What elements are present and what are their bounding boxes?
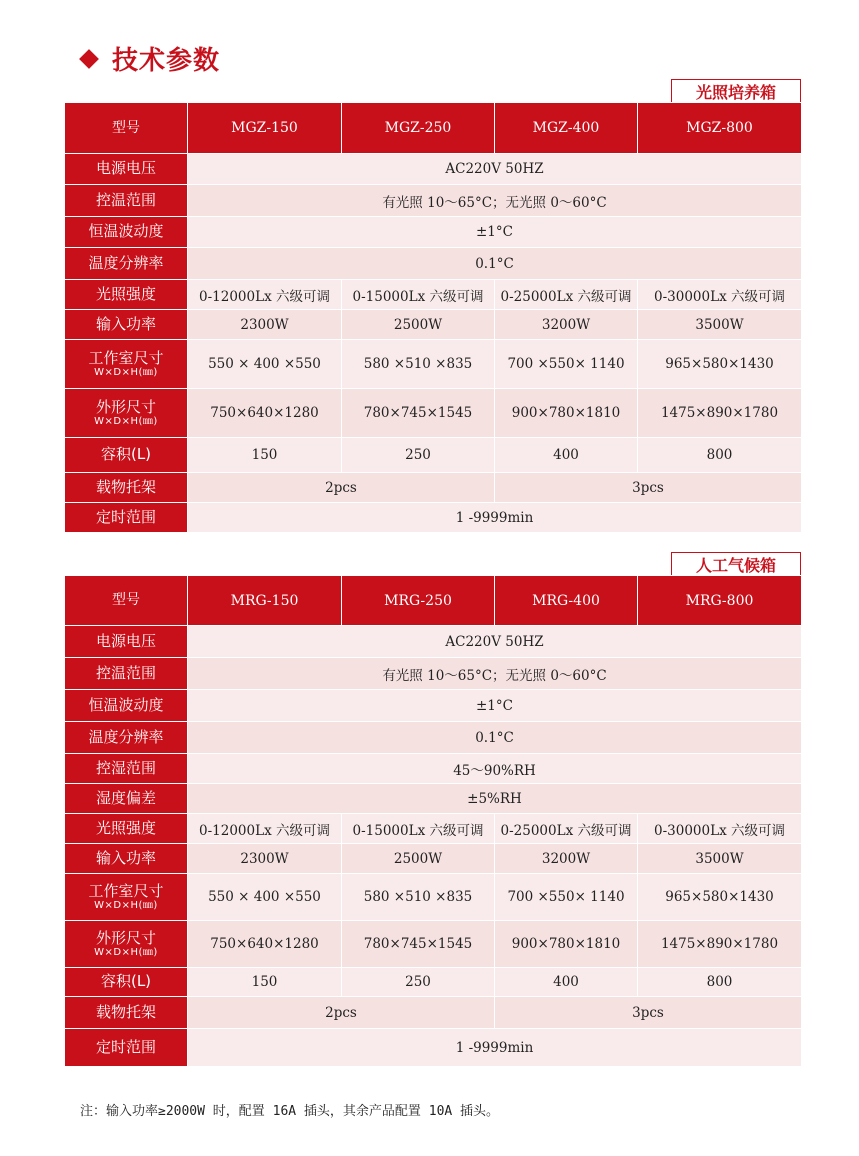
row-label: 定时范围 bbox=[65, 503, 188, 533]
table-row bbox=[65, 921, 802, 968]
table-row bbox=[65, 310, 802, 340]
value-cell: 150 bbox=[188, 968, 342, 997]
value-cell: AC220V 50HZ bbox=[188, 154, 802, 185]
value-cell: 750×640×1280 bbox=[188, 921, 342, 968]
value-cell: 3200W bbox=[495, 844, 638, 874]
value-cell: 0.1°C bbox=[188, 248, 802, 280]
table-row bbox=[65, 754, 802, 784]
model-cell: MGZ-150 bbox=[188, 103, 342, 154]
value-cell: 550 × 400 ×550 bbox=[188, 874, 342, 921]
value-cell: 2300W bbox=[188, 844, 342, 874]
value-cell: 700 ×550× 1140 bbox=[495, 340, 638, 389]
model-cell: MGZ-800 bbox=[638, 103, 802, 154]
row-label: 输入功率 bbox=[65, 310, 188, 340]
value-cell: 有光照 10～65°C；无光照 0～60°C bbox=[188, 658, 802, 690]
table-header-row bbox=[65, 576, 802, 626]
model-cell: MRG-250 bbox=[342, 576, 495, 626]
value-cell: 965×580×1430 bbox=[638, 874, 802, 921]
table-row bbox=[65, 874, 802, 921]
row-label: 型号 bbox=[65, 576, 188, 626]
spec-table bbox=[64, 102, 802, 533]
row-label: 载物托架 bbox=[65, 473, 188, 503]
section-badge: 光照培养箱 bbox=[671, 79, 801, 102]
row-label bbox=[65, 389, 188, 438]
value-cell: 0-12000Lx 六级可调 bbox=[188, 280, 342, 310]
value-cell: ±1°C bbox=[188, 217, 802, 248]
table-row bbox=[65, 784, 802, 814]
row-label: 湿度偏差 bbox=[65, 784, 188, 814]
table-row bbox=[65, 340, 802, 389]
value-cell: 780×745×1545 bbox=[342, 389, 495, 438]
table-row bbox=[65, 503, 802, 533]
row-label: 载物托架 bbox=[65, 997, 188, 1029]
table-row bbox=[65, 248, 802, 280]
value-cell: 0-30000Lx 六级可调 bbox=[638, 280, 802, 310]
value-cell: 2pcs bbox=[188, 997, 495, 1029]
value-cell: 0-15000Lx 六级可调 bbox=[342, 814, 495, 844]
table-row bbox=[65, 626, 802, 658]
value-cell: 0-25000Lx 六级可调 bbox=[495, 280, 638, 310]
row-label-main: 工作室尺寸 bbox=[88, 348, 164, 367]
value-cell: 1 -9999min bbox=[188, 503, 802, 533]
value-cell: ±5%RH bbox=[188, 784, 802, 814]
value-cell: 0-15000Lx 六级可调 bbox=[342, 280, 495, 310]
row-label: 恒温波动度 bbox=[65, 217, 188, 248]
row-label: 电源电压 bbox=[65, 626, 188, 658]
value-cell: 3500W bbox=[638, 844, 802, 874]
value-cell: 250 bbox=[342, 438, 495, 473]
value-cell: 900×780×1810 bbox=[495, 389, 638, 438]
table-row bbox=[65, 185, 802, 217]
value-cell: 3500W bbox=[638, 310, 802, 340]
page-title bbox=[82, 40, 220, 77]
table-row bbox=[65, 154, 802, 185]
value-cell: AC220V 50HZ bbox=[188, 626, 802, 658]
model-cell: MRG-800 bbox=[638, 576, 802, 626]
row-label: 光照强度 bbox=[65, 280, 188, 310]
row-label-main: 外形尺寸 bbox=[95, 928, 156, 947]
value-cell: 1 -9999min bbox=[188, 1029, 802, 1067]
row-label-main: 外形尺寸 bbox=[95, 397, 156, 416]
value-cell: 3pcs bbox=[495, 473, 802, 503]
page-title-text: 技术参数 bbox=[112, 46, 221, 76]
value-cell: 45～90%RH bbox=[188, 754, 802, 784]
row-label: 温度分辨率 bbox=[65, 722, 188, 754]
diamond-bullet-icon bbox=[79, 49, 99, 69]
row-label: 恒温波动度 bbox=[65, 690, 188, 722]
row-label-unit: W×D×H(㎜) bbox=[94, 899, 158, 911]
value-cell: 有光照 10～65°C；无光照 0～60°C bbox=[188, 185, 802, 217]
value-cell: 3200W bbox=[495, 310, 638, 340]
table-row bbox=[65, 658, 802, 690]
row-label: 温度分辨率 bbox=[65, 248, 188, 280]
table-row bbox=[65, 280, 802, 310]
row-label-unit: W×D×H(㎜) bbox=[94, 366, 158, 378]
table-row bbox=[65, 844, 802, 874]
row-label-main: 工作室尺寸 bbox=[88, 881, 164, 900]
table-row bbox=[65, 997, 802, 1029]
value-cell: 400 bbox=[495, 968, 638, 997]
value-cell: 700 ×550× 1140 bbox=[495, 874, 638, 921]
value-cell: 1475×890×1780 bbox=[638, 389, 802, 438]
value-cell: 0-12000Lx 六级可调 bbox=[188, 814, 342, 844]
value-cell: 580 ×510 ×835 bbox=[342, 340, 495, 389]
value-cell: 400 bbox=[495, 438, 638, 473]
model-cell: MRG-400 bbox=[495, 576, 638, 626]
model-cell: MRG-150 bbox=[188, 576, 342, 626]
row-label: 控温范围 bbox=[65, 185, 188, 217]
value-cell: 800 bbox=[638, 968, 802, 997]
value-cell: 2500W bbox=[342, 310, 495, 340]
value-cell: 2500W bbox=[342, 844, 495, 874]
row-label: 型号 bbox=[65, 103, 188, 154]
spec-section-climate-chamber bbox=[64, 552, 801, 1070]
value-cell: 0.1°C bbox=[188, 722, 802, 754]
value-cell: 2300W bbox=[188, 310, 342, 340]
row-label bbox=[65, 874, 188, 921]
value-cell: 2pcs bbox=[188, 473, 495, 503]
table-row bbox=[65, 814, 802, 844]
table-row bbox=[65, 690, 802, 722]
value-cell: 0-30000Lx 六级可调 bbox=[638, 814, 802, 844]
table-row bbox=[65, 217, 802, 248]
value-cell: 900×780×1810 bbox=[495, 921, 638, 968]
row-label: 控湿范围 bbox=[65, 754, 188, 784]
table-row bbox=[65, 968, 802, 997]
value-cell: ±1°C bbox=[188, 690, 802, 722]
row-label: 控温范围 bbox=[65, 658, 188, 690]
footnote: 注：输入功率≥2000W 时，配置 16A 插头，其余产品配置 10A 插头。 bbox=[80, 1104, 500, 1119]
model-cell: MGZ-250 bbox=[342, 103, 495, 154]
spec-section-light-incubator bbox=[64, 79, 801, 533]
value-cell: 780×745×1545 bbox=[342, 921, 495, 968]
row-label: 容积(L) bbox=[65, 438, 188, 473]
value-cell: 250 bbox=[342, 968, 495, 997]
value-cell: 0-25000Lx 六级可调 bbox=[495, 814, 638, 844]
row-label: 容积(L) bbox=[65, 968, 188, 997]
table-row bbox=[65, 1029, 802, 1067]
row-label: 光照强度 bbox=[65, 814, 188, 844]
row-label bbox=[65, 921, 188, 968]
row-label bbox=[65, 340, 188, 389]
value-cell: 800 bbox=[638, 438, 802, 473]
row-label-unit: W×D×H(㎜) bbox=[94, 415, 158, 427]
value-cell: 750×640×1280 bbox=[188, 389, 342, 438]
table-header-row bbox=[65, 103, 802, 154]
table-row bbox=[65, 438, 802, 473]
row-label: 电源电压 bbox=[65, 154, 188, 185]
row-label: 定时范围 bbox=[65, 1029, 188, 1067]
value-cell: 1475×890×1780 bbox=[638, 921, 802, 968]
value-cell: 3pcs bbox=[495, 997, 802, 1029]
table-row bbox=[65, 473, 802, 503]
table-row bbox=[65, 389, 802, 438]
spec-table bbox=[64, 575, 802, 1067]
row-label: 输入功率 bbox=[65, 844, 188, 874]
table-row bbox=[65, 722, 802, 754]
value-cell: 580 ×510 ×835 bbox=[342, 874, 495, 921]
value-cell: 550 × 400 ×550 bbox=[188, 340, 342, 389]
value-cell: 965×580×1430 bbox=[638, 340, 802, 389]
model-cell: MGZ-400 bbox=[495, 103, 638, 154]
value-cell: 150 bbox=[188, 438, 342, 473]
row-label-unit: W×D×H(㎜) bbox=[94, 946, 158, 958]
section-badge: 人工气候箱 bbox=[671, 552, 801, 575]
